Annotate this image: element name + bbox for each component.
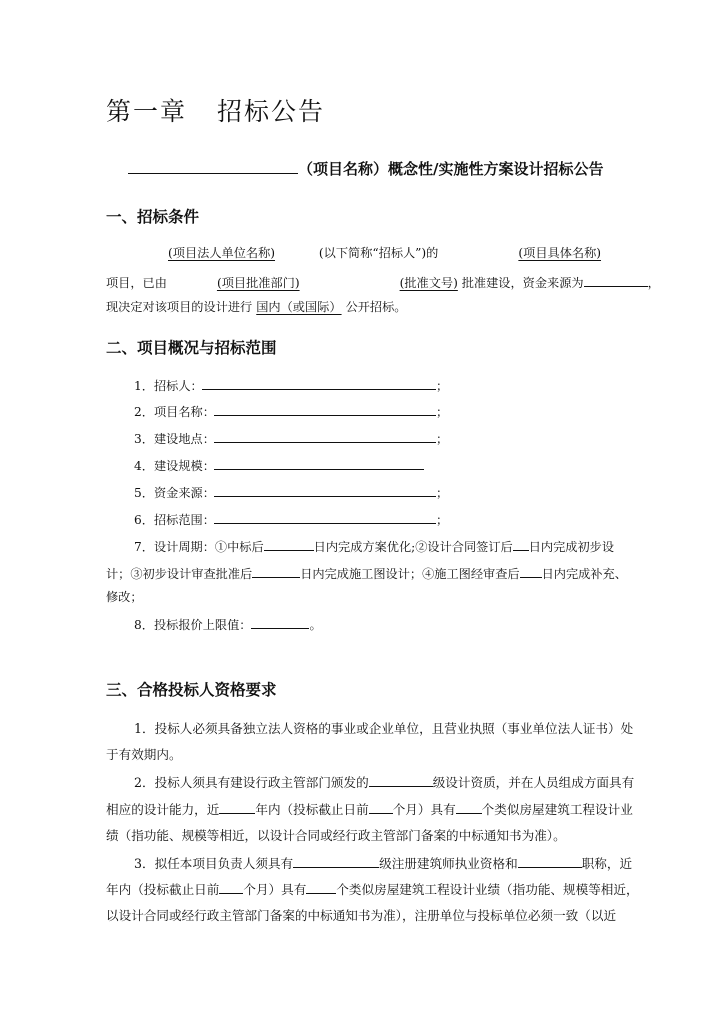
overview-item-project-name: 2．项目名称： ； [134,401,448,420]
conditions-line-2: 项目，已由 (项目批准部门) (批准文号) 批准建设，资金来源为 ， [106,272,660,291]
qualification-3-line-3: 以设计合同或经行政主管部门备案的中标通知书为准），注册单位与投标单位必须一致（以近 [106,908,617,923]
price-cap-blank [251,614,309,629]
count-blank-2 [306,879,336,894]
funding-source-blank [584,272,648,287]
scale-blank [214,455,424,470]
project-name-blank [128,159,298,174]
overview-item-funding: 5．资金来源： ； [134,482,448,501]
qualification-3-line-2: 年内（投标截止日前 个月）具有 个类似房屋建筑工程设计业绩（指功能、规模等相近， [106,879,639,898]
project-specific-name-placeholder: (项目具体名称) [518,246,602,260]
months-blank [369,799,393,814]
conditions-line-1: (项目法人单位名称) (以下简称“招标人”)的 (项目具体名称) [138,244,601,261]
days-blank-4 [520,563,542,578]
overview-item-tenderer: 1．招标人： ； [134,375,448,394]
scope-blank [214,509,436,524]
qualification-1-line-2: 于有效期内。 [106,747,182,762]
months-blank-2 [219,879,243,894]
overview-item-design-period-line-2: 计；③初步设计审查批准后 日内完成施工图设计；④施工图经审查后 日内完成补充、 [106,563,627,582]
chapter-number: 第一章 [106,97,188,126]
overview-item-location: 3．建设地点： ； [134,428,448,447]
overview-item-scale: 4．建设规模： [134,455,424,474]
section-heading-project-overview: 二、项目概况与招标范围 [106,339,277,357]
legal-entity-placeholder: (项目法人单位名称) [168,246,276,260]
qualification-2-line-2: 相应的设计能力，近 年内（投标截止日前 个月）具有 个类似房屋建筑工程设计业 [106,799,633,818]
chapter-name: 招标公告 [217,97,326,126]
qualification-3-line-1: 3．拟任本项目负责人须具有 级注册建筑师执业资格和 职称，近 [134,853,632,872]
overview-item-scope: 6．招标范围： ； [134,509,448,528]
overview-item-price-cap: 8．投标报价上限值： 。 [134,614,322,633]
days-blank-3 [252,563,300,578]
days-blank-1 [264,536,314,551]
notice-title-text: （项目名称）概念性/实施性方案设计招标公告 [298,160,604,178]
overview-item-design-period-line-1: 7．设计周期：①中标后 日内完成方案优化;②设计合同签订后 日内完成初步设 [134,536,614,555]
chapter-heading [106,92,325,128]
days-blank-2 [513,536,529,551]
qualification-2-line-3: 绩（指功能、规模等相近，以设计合同或经行政主管部门备案的中标通知书为准）。 [106,828,566,843]
notice-title [128,158,603,179]
approval-dept-placeholder: (项目批准部门) [216,276,300,290]
section-heading-bidding-conditions: 一、招标条件 [106,208,200,226]
location-blank [214,428,436,443]
qualification-2-line-1: 2．投标人须具有建设行政主管部门颁发的 级设计资质，并在人员组成方面具有 [134,772,634,791]
conditions-line-3: 现决定对该项目的设计进行 国内（或国际） 公开招标。 [106,300,407,314]
project-name-field-blank [214,401,436,416]
count-blank [456,799,482,814]
section-heading-qualification: 三、合格投标人资格要求 [106,681,277,699]
qualification-1-line-1: 1．投标人必须具备独立法人资格的事业或企业单位，且营业执照（事业单位法人证书）处 [134,721,634,736]
approval-number-placeholder: (批准文号) [399,276,458,290]
years-blank [219,799,255,814]
tenderer-blank [202,375,436,390]
funding-blank [214,482,436,497]
qualification-grade-blank [369,772,433,787]
title-blank [518,853,582,868]
domestic-or-international: 国内（或国际） [256,300,342,314]
overview-item-design-period-line-3: 修改； [106,590,143,604]
architect-grade-blank [293,853,379,868]
